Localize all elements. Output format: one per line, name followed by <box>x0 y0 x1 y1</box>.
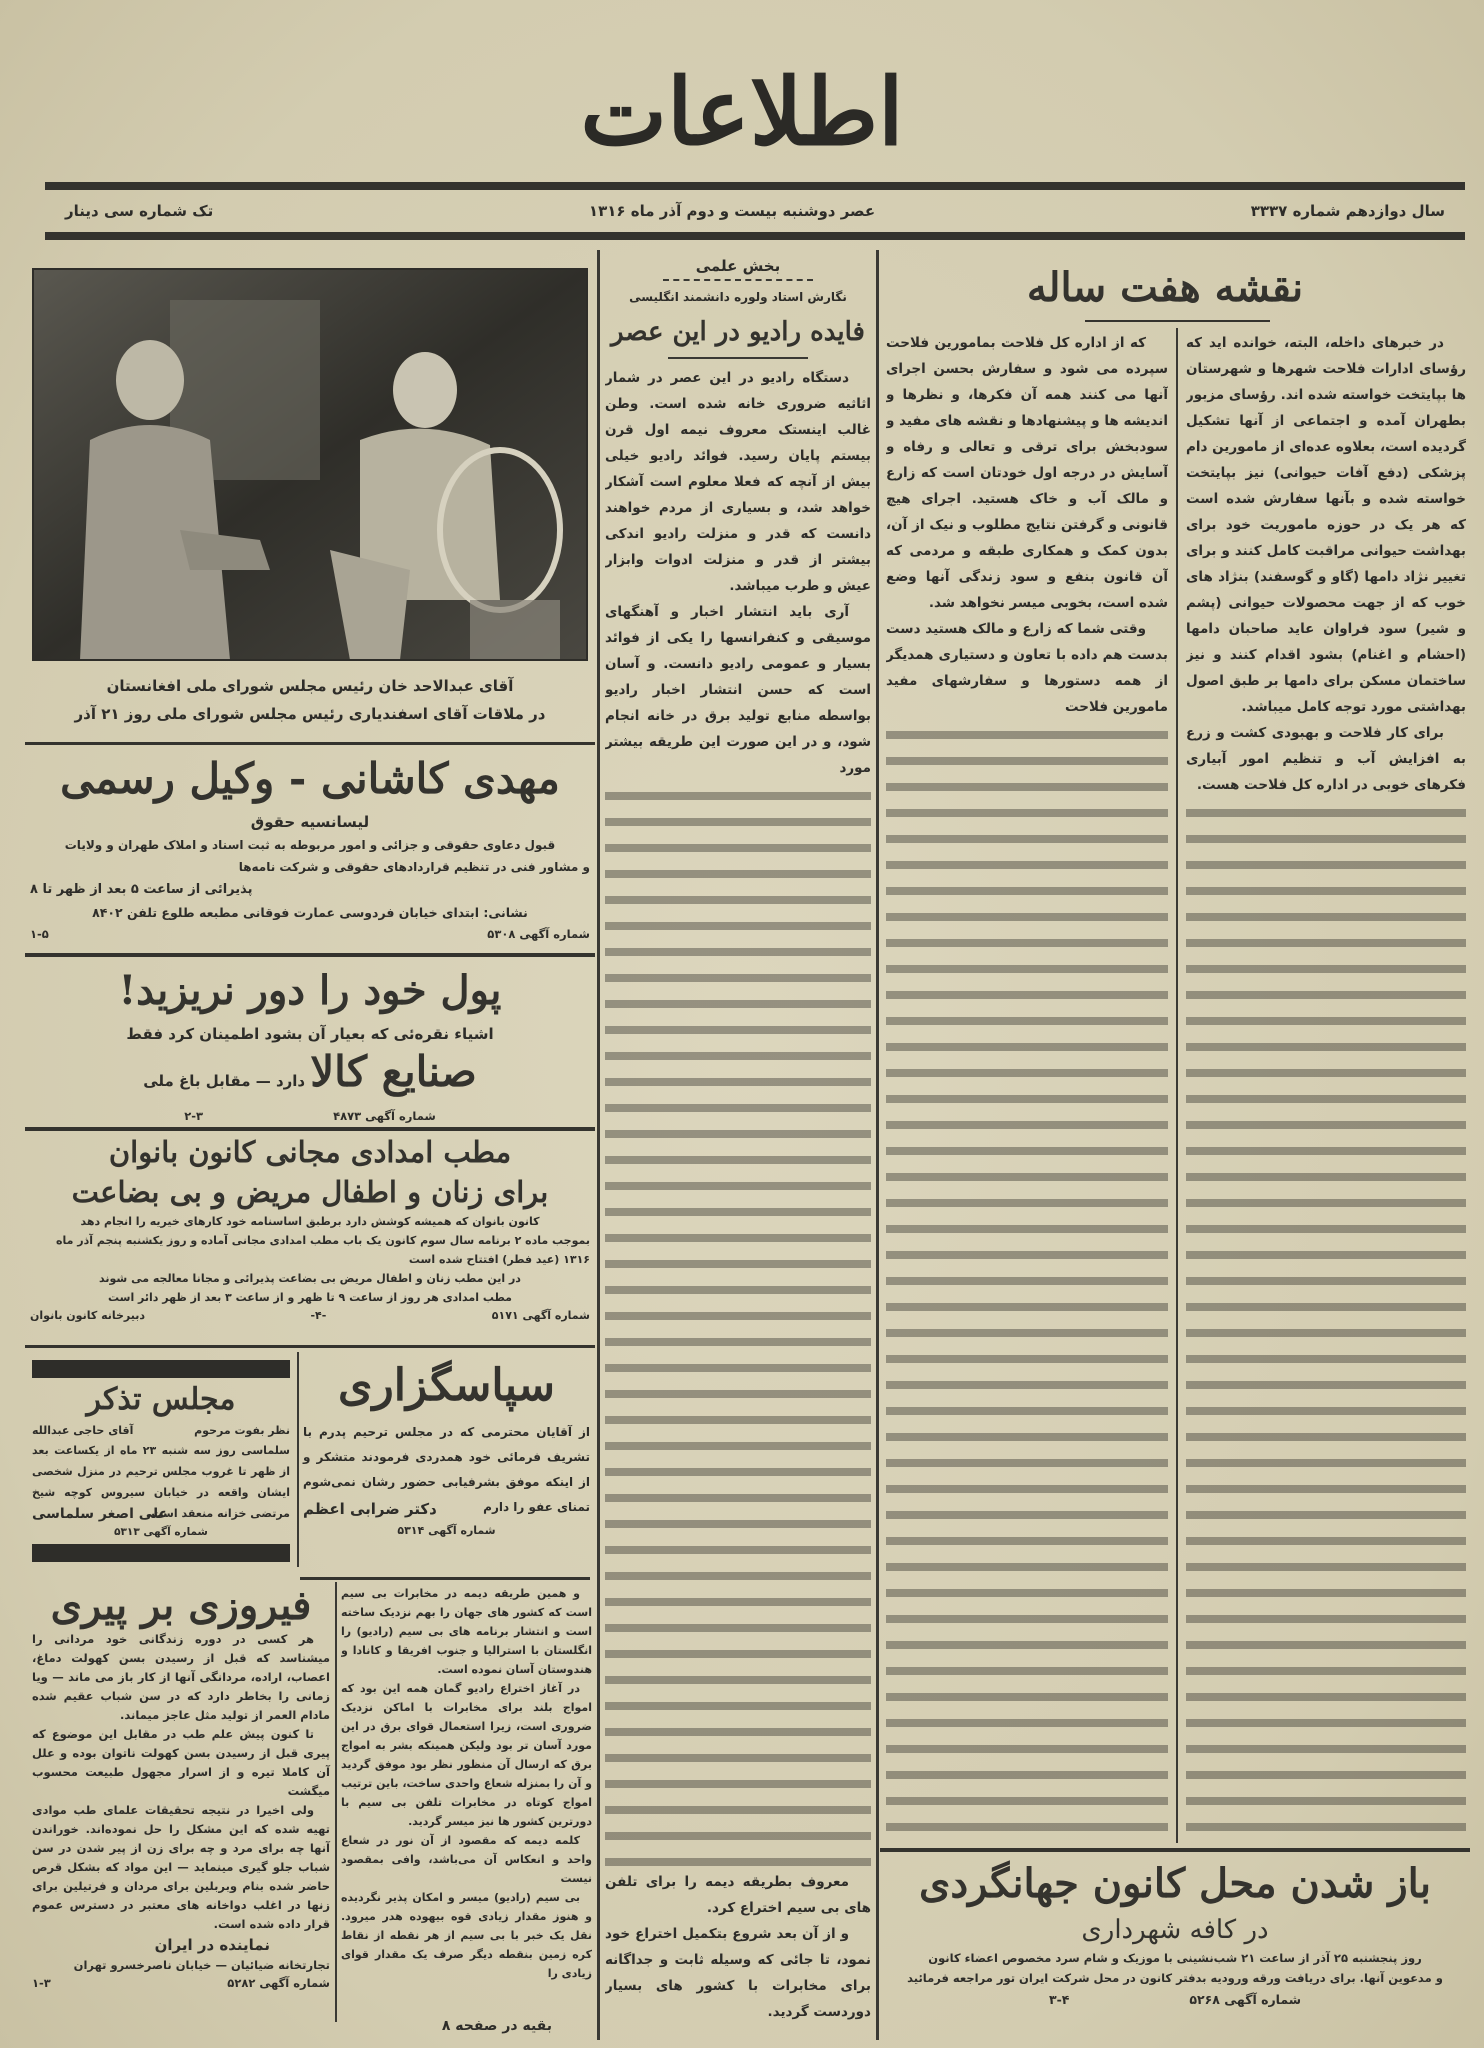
column-divider <box>1176 328 1178 1843</box>
year-issue: سال دوازدهم شماره ۳۳۳۷ <box>1250 202 1445 220</box>
memorial-ad-signer: علی اصغر سلماسی <box>32 1506 169 1522</box>
clinic-ad <box>30 1132 590 1337</box>
clinic-ad-footer <box>30 1307 590 1325</box>
news-photo <box>32 268 588 661</box>
section-rule <box>25 742 595 745</box>
article-paragraph: کلمه دیمه که مقصود از آن نور در شعاع واحد و انعکاس آن می‌باشد، وافی بمقصود نیست <box>341 1834 592 1885</box>
seven-year-plan-col-left <box>886 330 1168 1840</box>
headline-underline <box>1085 320 1270 322</box>
youth-ad-paragraph: هر کسی در دوره زندگانی خود مردانی را میشناسد که قبل از رسیدن بسن کهولت دماغ، اعصاب، اراده، مردانگی آنها از کار باز می ماند — ویا زمانی را بخاطر دارد که در سن شباب عقیم شده مادام العمر از تولید مثل عاجز میماند. <box>32 1632 330 1722</box>
ad-code: -۴- <box>310 1309 327 1322</box>
section-rule <box>300 1577 590 1580</box>
clinic-ad-line: در این مطب زنان و اطفال مریض بی بضاعت پذیرائی و مجانا معالجه می شوند <box>99 1272 521 1285</box>
clinic-ad-line: مطب امدادی هر روز از ساعت ۹ تا ظهر و از ساعت ۳ بعد از ظهر دائر است <box>108 1291 512 1304</box>
article-paragraph: بی سیم (رادیو) میسر و امکان پذیر نگردیده و هنوز مقدار زیادی قوه بیهوده هدر میرود. نقل یک خبر با بی سیم از هر نقطه از نقاط کره زمین بنقطه دیگر صرف یک مقدار قوای زیادی را <box>341 1891 592 1980</box>
column-divider <box>335 1582 337 2022</box>
article-paragraph: دستگاه رادیو در این عصر در شمار اثاثیه ضروری خانه شده است. وطن غالب اینستک معروف نیمه اول قرن بیستم پایان رسید. فوائد رادیو خیلی بیش از آنچه که فعلا معلوم است آشکار خواهد شد، و بسیاری از مردم خواهند دانست که قدر و منزلت رادیو اندکی بیشتر از قدر و منزلت ادوات وابزار عیش و طرب میباشد. <box>605 370 871 594</box>
article-paragraph: وقتی شما که زارع و مالک هستید دست بدست هم داده با تعاون و دستیاری همدیگر از همه دستورها و سفارشهای مفید مامورین فلاحت <box>886 621 1168 715</box>
clinic-ad-line: کانون بانوان که همیشه کوشش دارد برطبق اساسنامه خود کارهای خیریه را انجام دهد <box>80 1215 540 1228</box>
ad-code: ۲-۳ <box>184 1109 204 1123</box>
tourism-ad-subtitle: در کافه شهرداری <box>1081 1915 1269 1945</box>
column-border-left <box>597 250 600 2040</box>
ad-number: شماره آگهی ۵۲۶۸ <box>1189 1992 1302 2007</box>
article-paragraph: و همین طریقه دیمه در مخابرات بی سیم است که کشور های جهان را بهم نزدیک ساخته است و انتشار برنامه های بی سیم (رادیو) را انگلستان با استرالیا و جنوب افریقا و کانادا و هندوستان آسان نموده است. <box>341 1587 592 1676</box>
section-rule <box>25 1127 595 1131</box>
ad-number: شماره آگهی ۴۸۷۳ <box>333 1109 436 1123</box>
article-paragraph: که از اداره کل فلاحت بمامورین فلاحت سپرده می شود و سفارش بحسن اجرای آنها می کنند همه آن فکرها، و نظرها و اندیشه ها و پیشنهادها و نقشه های مفید و سودبخش برای ترقی و تعالی و رفاه و آسایش در درجه اول خودتان است که زارع و مالک آب و خاک هستید. اجرای هیچ قانونی و گرفتن نتایج مطلوب و نیک از آن، بدون کمک و همکاری طبقه و مردمی که آن قانون بنفع و سود زندگی آنها وضع شده است، بخوبی میسر نخواهد شد. <box>886 335 1168 611</box>
issue-price: تک شماره سی دینار <box>65 202 214 220</box>
headline-divider <box>668 357 808 359</box>
ad-signature: دبیرخانه کانون بانوان <box>30 1309 146 1322</box>
seven-year-plan-col-right <box>1186 330 1466 1840</box>
youth-ad-footer <box>32 1974 330 1992</box>
article-paragraph: در آغاز اختراع رادیو گمان همه این بود که امواج بلند برای مخابرات با اماکن نزدیک ضروری است، زیرا استعمال قوای برق در این مورد آسان تر بود ولیکن همینکه بشر به امواج برق که ارسال آن منظور نظر بود موفق گردید و آن را بمنزله شعاع واحدی ساخت، باین ترتیب امواج کوتاه در مخابرات تلفن بی سیم با دورترین کشور ها نیز میسر گردید. <box>341 1682 592 1828</box>
text-texture <box>886 722 1168 1840</box>
ad-number: شماره آگهی ۵۳۱۳ <box>114 1526 208 1538</box>
lawyer-ad-address: نشانی: ابتدای خیابان فردوسی عمارت فوقانی مطبعه طلوع تلفن ۸۴۰۲ <box>92 905 528 920</box>
text-texture <box>1186 800 1466 1840</box>
ad-divider <box>297 1352 299 1567</box>
article-paragraph: برای کار فلاحت و بهبودی کشت و زرع به افزایش آب و تنظیم امور آبیاری فکرهای خوبی در اداره کل فلاحت هست. <box>1186 725 1466 793</box>
ad-number: شماره آگهی ۵۲۸۲ <box>227 1976 330 1990</box>
silverware-ad <box>30 960 590 1123</box>
memorial-ad-body: سلماسی روز سه شنبه ۲۳ ماه از یکساعت بعد از ظهر تا غروب مجلس ترحیم در منزل شخصی ایشان واقعه در خیابان سیروس کوچه شیخ مرتضی خزانه منعقد است. <box>32 1444 290 1520</box>
youth-ad-title: فیروزی بر پیری <box>50 1582 312 1629</box>
ad-number: شماره آگهی ۵۳۱۴ <box>397 1524 496 1537</box>
section-divider <box>663 279 813 281</box>
tourism-ad-line: روز پنجشنبه ۲۵ آذر از ساعت ۲۱ شب‌نشینی با موزیک و شام سرد مخصوص اعضاء کانون <box>928 1951 1422 1965</box>
ad-number: شماره آگهی ۵۳۰۸ <box>487 927 590 941</box>
thanks-ad-body: از آقایان محترمی که در مجلس ترحیم پدرم با تشریف فرمائی خود همدردی فرمودند متشکر و از اینکه موفق بشرفیابی حضور رشان نمی‌شوم تمنای عفو را دارم <box>303 1425 590 1514</box>
tourism-ad-title: باز شدن محل کانون جهانگردی <box>919 1860 1431 1907</box>
memorial-ad-intro <box>32 1422 290 1440</box>
youth-ad-paragraph: تا کنون پیش علم طب در مقابل این موضوع که پیری قبل از رسیدن بسن کهولت ناتوان بوده و علل آن کاملا تیره و از اسرار مجهول طبیعت محسوب میگشت <box>32 1727 330 1798</box>
lawyer-ad-line: و مشاور فنی در تنظیم قراردادهای حقوقی و شرکت نامه‌ها <box>238 860 590 874</box>
radio-article-column <box>605 255 871 2025</box>
ad-code: ۱-۵ <box>30 927 49 941</box>
lawyer-ad-line: قبول دعاوی حقوقی و جزائی و امور مربوطه به ثبت اسناد و املاک طهران و ولایات <box>64 838 556 852</box>
article-paragraph: آری باید انتشار اخبار و آهنگهای موسیقی و کنفرانسها را یکی از فوائد بسیار و عمومی رادیو دانست. و آسان است که حسن انتشار اخبار رادیو بواسطه منابع تولید برق در خانه انجام شود، و در این صورت این طریقه بیشتر مورد <box>605 604 871 776</box>
masthead-rule-bottom <box>45 232 1465 240</box>
article-paragraph: معروف بطریقه دیمه را برای تلفن های بی سیم اختراع کرد. <box>605 1874 871 1916</box>
ad-code: ۱-۳ <box>32 1976 51 1990</box>
lawyer-ad-subtitle: لیسانسیه حقوق <box>250 813 370 831</box>
text-texture <box>605 783 871 1869</box>
memorial-ad <box>32 1360 290 1572</box>
silverware-ad-footer <box>30 1107 590 1125</box>
section-label: بخش علمی <box>695 257 781 275</box>
black-bar <box>32 1360 290 1378</box>
lawyer-ad-footer <box>30 924 590 944</box>
masthead-info-row <box>45 198 1465 224</box>
clinic-ad-line: بموجب ماده ۲ برنامه سال سوم کانون یک باب مطب امدادی مجانی آماده و روز یکشنبه پنجم آذر ماه ۱۳۱۶ (عید فطر) افتتاح شده است <box>56 1234 590 1266</box>
tourism-ad-line: و مدعوین آنها. برای دریافت ورقه ورودیه بدفتر کانون در محل شرکت ایران تور مراجعه فرمائید <box>907 1971 1443 1985</box>
thanks-ad-signer: دکتر ضرابی اعظم <box>303 1500 437 1518</box>
continued-on-page-8-link[interactable]: بقیه در صفحه ۸ <box>441 2018 552 2034</box>
radio-continuation-column <box>341 1584 592 2012</box>
ad-code: ۳-۴ <box>1048 1992 1070 2007</box>
newspaper-title: اطلاعات <box>580 58 904 166</box>
memorial-ad-title: مجلس تذکر <box>86 1382 236 1417</box>
silverware-ad-brand: صنایع کالا <box>310 1047 477 1096</box>
issue-date: عصر دوشنبه بیست و دوم آذر ماه ۱۳۱۶ <box>588 202 876 220</box>
black-bar <box>32 1544 290 1562</box>
memorial-intro-left: آقای حاجی عبدالله <box>32 1424 134 1437</box>
silverware-ad-title: پول خود را دور نریزید! <box>118 967 502 1014</box>
clinic-ad-title: مطب امدادی مجانی کانون بانوان <box>108 1135 512 1169</box>
photo-two-men-seated <box>32 270 586 661</box>
youth-ad-representative: نماینده در ایران <box>154 1936 270 1954</box>
lawyer-ad-hours: پذیرائی از ساعت ۵ بعد از ظهر تا ۸ <box>30 882 253 897</box>
youth-ad <box>32 1582 330 1992</box>
section-rule <box>25 953 595 957</box>
youth-ad-address: تجارتخانه ضیائیان — خیابان ناصرخسرو تهران <box>73 1958 330 1972</box>
thanks-ad <box>303 1352 590 1567</box>
seven-year-plan-headline: نقشه هفت ساله <box>1026 264 1304 311</box>
section-rule <box>25 1345 595 1348</box>
lawyer-ad-title: مهدی کاشانی - وکیل رسمی <box>60 754 560 803</box>
ad-top-rule <box>880 1848 1470 1852</box>
silverware-ad-tail: دارد — مقابل باغ ملی <box>143 1072 306 1090</box>
masthead-rule-top <box>45 182 1465 190</box>
silverware-ad-line: اشیاء نقره‌ئی که بعیار آن بشود اطمینان کرد فقط <box>126 1025 494 1043</box>
radio-headline: فایده رادیو در این عصر <box>611 317 865 347</box>
article-byline: نگارش استاد ولوره دانشمند انگلیسی <box>629 290 847 304</box>
tourism-ad <box>880 1856 1470 2036</box>
article-paragraph: و از آن بعد شروع بتکمیل اختراع خود نمود، تا جائی که وسیله ثابت و جداگانه برای مخابرات با کشور های بسیار دوردست گردید. <box>605 1926 871 2020</box>
article-paragraph: در خبرهای داخله، البته، خوانده اید که رؤسای ادارات فلاحت شهرها و شهرستان ها بپایتخت خواسته شده اند. رؤسای مزبور بطهران آمده و اجتماعی از آنها تشکیل گردیده است، بعلاوه عده‌ای از مامورین دام پزشکی (دفع آفات حیوانی) نیز بپایتخت خواسته شده و بآنها سفارش شده است که هر یک در حوزه ماموریت خود برای بهداشت حیوانی مراقبت کامل کنند و برای تغییر نژاد دامها (گاو و گوسفند) بنژاد های خوب که از جهت محصولات حیوانی (پشم و شیر) سود فراوان عاید صاحبان دامها (احشام و اغنام) بشود اقدام کنند و نیز ساختمان مسکن برای دامها بر طبق اصول بهداشتی مورد توجه کامل میباشد. <box>1186 335 1466 715</box>
silverware-ad-brand-row <box>30 1046 590 1107</box>
caption-line: آقای عبدالاحد خان رئیس مجلس شورای ملی افغانستان <box>106 677 514 695</box>
column-border-right <box>876 250 879 2040</box>
lawyer-ad <box>30 748 590 948</box>
caption-line: در ملاقات آقای اسفندیاری رئیس مجلس شورای ملی روز ۲۱ آذر <box>74 705 546 723</box>
tourism-ad-footer <box>880 1988 1470 2012</box>
clinic-ad-title: برای زنان و اطفال مریض و بی بضاعت <box>71 1175 549 1209</box>
ad-number: شماره آگهی ۵۱۷۱ <box>491 1309 590 1322</box>
thanks-ad-title: سپاسگزاری <box>338 1360 555 1411</box>
memorial-intro-right: نظر بفوت مرحوم <box>194 1424 290 1437</box>
youth-ad-paragraph: ولی اخیرا در نتیجه تحقیقات علمای طب موادی تهیه شده که این مشکل را حل نموده‌اند. خوراندن آنها چه برای مرد و چه برای زن از پیر شدن در سن شباب جلو گیری مینماید — این مواد که بشکل قرص حاضر شده بنام وبربلین برای مردان و فرتیلین برای زنها در اغلب دواخانه های معتبر در دسترس عموم قرار داده شده است. <box>32 1803 330 1931</box>
photo-caption <box>30 672 590 728</box>
